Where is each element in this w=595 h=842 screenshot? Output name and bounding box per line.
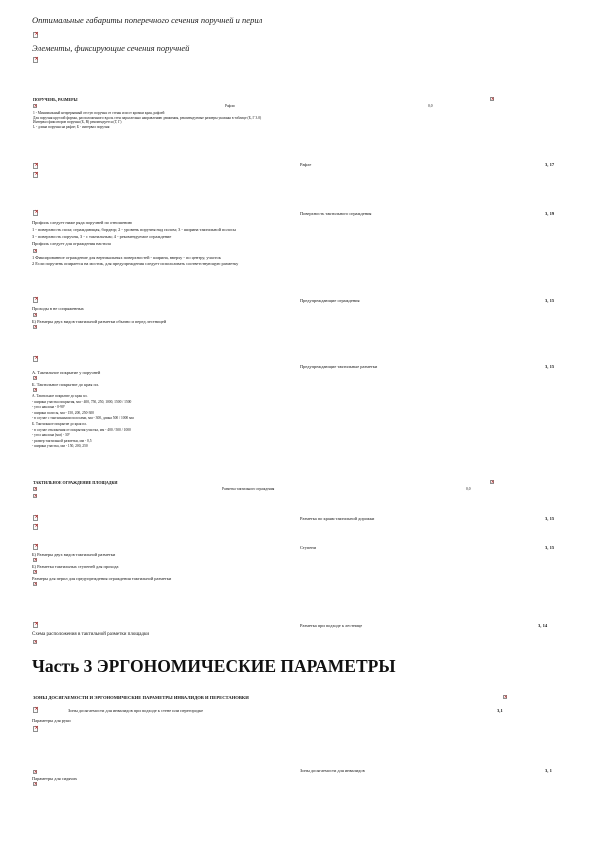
note-line: Для поручня круглой формы, расположенного вдоль стен параллельно направлению движения, рекомендуемые размеры указаны в таблице (Б, Г 3.0) xyxy=(33,115,262,120)
broken-image-icon xyxy=(33,494,37,498)
steps-line: Б) Разметка тактильных ступеней для прохода xyxy=(32,564,119,569)
text-line: 1 Фиксированное ограждение для вертикальных поверхностей - ширина, вверху - по центру, участок xyxy=(32,255,221,260)
broken-image-icon xyxy=(33,558,37,562)
rafle-label: Рафле xyxy=(300,162,312,167)
marking-line: Б. Тактильное покрытие до края пл. xyxy=(32,382,100,387)
marking-value: 3, 15 xyxy=(545,364,555,369)
tactile-lines-2 xyxy=(32,254,221,261)
broken-image-icon xyxy=(33,707,38,713)
tactile-lines xyxy=(32,219,236,247)
broken-image-icon xyxy=(503,695,507,699)
steps-line: Размеры для перил для предупреждения ограждения тактильной разметки xyxy=(32,576,172,581)
text-line: 1 - поверхность пола; ограждающая, бордюр; 2 - уровень поручня над полом; 3 - ширина тактильной полосы xyxy=(32,227,236,232)
broken-image-icon xyxy=(33,325,37,329)
warning-line: Б) Размеры двух видов тактильной разметки обычно и перед лестницей xyxy=(32,319,167,324)
note-line: Интервал фиксаторов поручня (Б, В) рекомендуется (Г, Г) xyxy=(33,120,122,125)
broken-image-icon xyxy=(33,297,38,303)
text-line: Б. Тактильное покрытие до края пл. xyxy=(32,421,87,426)
part3-row2-sub: Параметры для сидячих xyxy=(32,776,78,781)
broken-image-icon xyxy=(33,356,38,362)
broken-image-icon xyxy=(33,210,38,216)
text-line: - угол наклона (мм) - 30° xyxy=(32,433,70,438)
warning-value: 3, 15 xyxy=(545,298,555,303)
side-label: Разметка по краям тактильной дорожки xyxy=(300,516,375,521)
broken-image-icon xyxy=(33,524,38,530)
table2-col-value: 0,0 xyxy=(466,487,471,491)
broken-image-icon xyxy=(33,782,37,786)
part3-row1-label: Зоны досягаемости для инвалидов при подходе к стене или перегородке xyxy=(68,708,204,713)
tactile-line: 2 Если поручень опирается на мостик, для предупреждения следует использовать соответствующую разметку xyxy=(32,261,239,266)
marking-lines xyxy=(32,394,134,450)
text-line: - ширина участка покрытия, мм - 400, 750, 250, 1000, 1500 / 1500 xyxy=(32,399,132,404)
text-line: - ширина участка, мм - 150, 200, 250 xyxy=(32,444,88,449)
tactile-value: 3, 19 xyxy=(545,211,555,216)
part3-row1-value: 3,1 xyxy=(497,708,503,713)
header-title-2: Элементы, фиксирующие сечения поручней xyxy=(32,43,190,53)
stair-line: Схема расположения в тактильной разметки площадки xyxy=(32,632,150,637)
table2-col-label: Разметка тактильного ограждения xyxy=(222,487,275,491)
broken-image-icon xyxy=(33,515,38,521)
broken-image-icon xyxy=(33,104,37,108)
marking-label: Предупреждающие тактильные разметки xyxy=(300,364,378,369)
text-line: 3 - поверхность поручня, 3 - с тактильным; 4 - рекомендуемое ограждение xyxy=(32,234,172,239)
text-line: А. Тактильное покрытие до края пл. xyxy=(32,394,88,398)
broken-image-icon xyxy=(33,313,37,317)
part3-title: Часть 3 ЭРГОНОМИЧЕСКИЕ ПАРАМЕТРЫ xyxy=(32,656,396,676)
part3-subheading: ЗОНЫ ДОСЯГАЕМОСТИ И ЭРГОНОМИЧЕСКИЕ ПАРАМЕТРЫ ИНВАЛИДОВ И ПЕРЕСТАНОВКИ xyxy=(33,695,249,700)
broken-image-icon xyxy=(33,163,38,169)
table1-col-value: 0,0 xyxy=(428,104,433,108)
text-line: - в случае отклонения от покрытия участка, мм - 400 / 500 / 1000 xyxy=(32,427,131,432)
tactile-label: Поверхность тактильного ограждения xyxy=(300,211,372,216)
table1-heading: ПОРУЧЕНЬ, РАЗМЕРЫ xyxy=(33,97,78,102)
stair-label: Разметка при подходе к лестнице xyxy=(300,623,363,628)
text-line: Профиль следует ниже ряда поручней по отношению xyxy=(32,220,133,225)
part3-row2-label: Зоны досягаемости для инвалидов xyxy=(300,768,365,773)
marking-line: А. Тактильное покрытие у поручней xyxy=(32,370,101,375)
steps-line: Б) Размеры двух видов тактильной разметки xyxy=(32,552,116,557)
broken-image-icon xyxy=(33,249,37,253)
rafle-value: 3, 17 xyxy=(545,162,555,167)
broken-image-icon xyxy=(33,487,37,491)
part3-row1-sub: Параметры для руки xyxy=(32,718,71,723)
note-line: 1 - Минимальный непрерывный отступ поручня от стены или от кромки края, рафлей xyxy=(33,111,165,115)
side-value: 3, 15 xyxy=(545,516,555,521)
table2-heading: ТАКТИЛЬНОЕ ОГРАЖДЕНИЕ ПЛОЩАДКИ xyxy=(33,480,118,485)
broken-image-icon xyxy=(33,388,37,392)
broken-image-icon xyxy=(33,622,38,628)
broken-image-icon xyxy=(33,640,37,644)
note-line: L - длина поручня на рафле; Б - интервал поручня xyxy=(33,124,110,129)
broken-image-icon xyxy=(33,376,37,380)
broken-image-icon xyxy=(490,480,494,484)
broken-image-icon xyxy=(33,582,37,586)
stair-value: 3, 14 xyxy=(538,623,548,628)
text-line: Профиль следует для ограждения настила xyxy=(32,241,111,246)
text-line: - в случае с тактильными полосами, мм - 300, длина 500 / 1000 мм xyxy=(32,416,134,421)
header-title-1: Оптимальные габариты поперечного сечения поручней и перил xyxy=(32,15,263,25)
broken-image-icon xyxy=(33,544,38,550)
broken-image-icon xyxy=(33,57,38,63)
text-line: - размер тактильной разметки, мм - 0,5 xyxy=(32,438,92,443)
steps-value: 3, 15 xyxy=(545,545,555,550)
warning-line: Проходы в не сопряженных xyxy=(32,306,84,311)
broken-image-icon xyxy=(33,172,38,178)
steps-label: Ступени xyxy=(300,545,316,550)
text-line: - угол наклона - 0-90° xyxy=(32,405,66,410)
broken-image-icon xyxy=(490,97,494,101)
text-line: - ширина полосы, мм - 150, 200, 250-300 xyxy=(32,410,94,415)
table1-col-label: Рафли xyxy=(225,104,235,108)
table1-notes xyxy=(33,111,261,129)
part3-row2-value: 3, 1 xyxy=(545,768,552,773)
broken-image-icon xyxy=(33,726,38,732)
broken-image-icon xyxy=(33,32,38,38)
broken-image-icon xyxy=(33,770,37,774)
warning-label: Предупреждающие ограждения xyxy=(300,298,360,303)
broken-image-icon xyxy=(33,570,37,574)
